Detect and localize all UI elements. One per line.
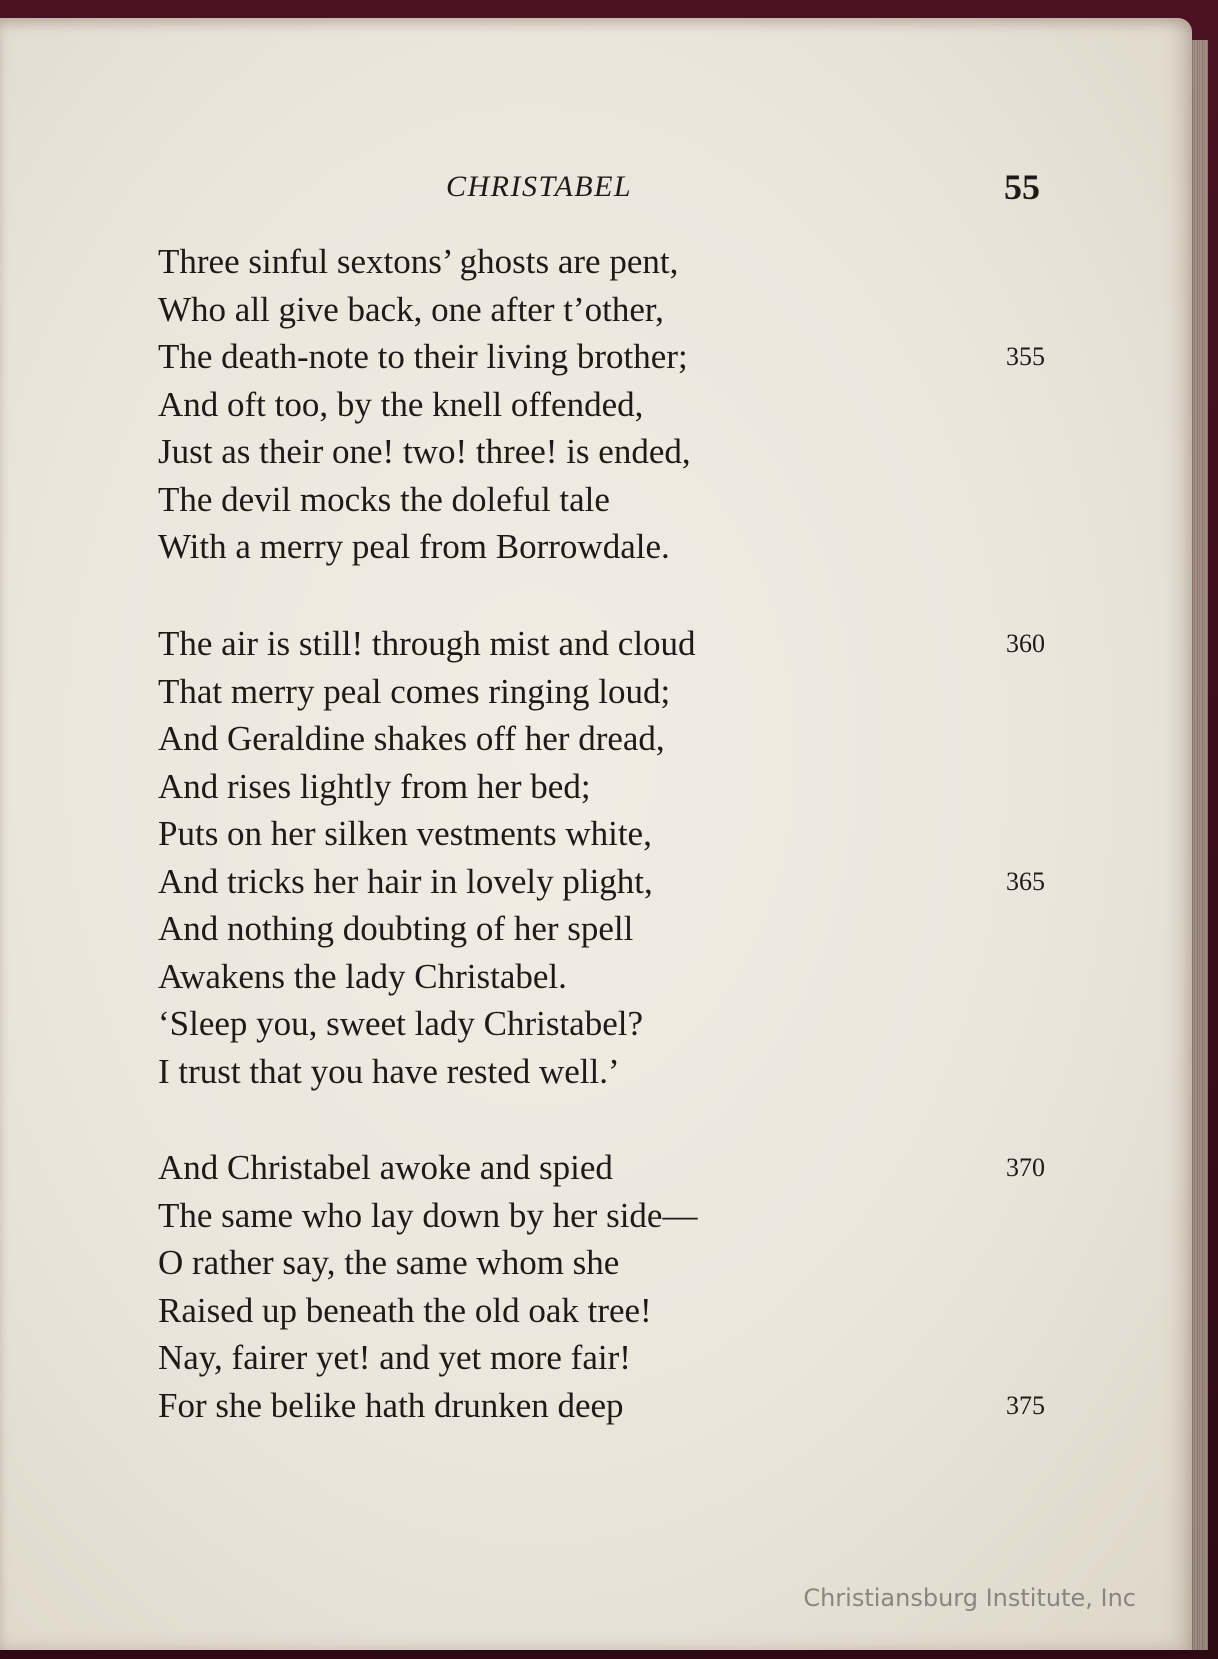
verse-text: ‘Sleep you, sweet lady Christabel? bbox=[158, 1004, 644, 1043]
verse-text: And Christabel awoke and spied bbox=[158, 1148, 613, 1187]
verse-line bbox=[158, 1000, 918, 1048]
verse-line bbox=[158, 858, 1045, 906]
verse-line bbox=[158, 715, 918, 763]
verse-text: For she belike hath drunken deep bbox=[158, 1385, 624, 1425]
verse-line bbox=[158, 810, 918, 858]
verse-line bbox=[158, 286, 918, 334]
verse-line bbox=[158, 1239, 918, 1287]
line-number: 365 bbox=[1006, 866, 1045, 896]
book-page bbox=[0, 18, 1192, 1650]
verse-text: Just as their one! two! three! is ended, bbox=[158, 432, 691, 471]
verse-text: And tricks her hair in lovely plight, bbox=[158, 861, 653, 901]
verse-text: Nay, fairer yet! and yet more fair! bbox=[158, 1338, 631, 1377]
verse-line bbox=[158, 1287, 918, 1335]
verse-line bbox=[158, 1144, 1045, 1192]
watermark: Christiansburg Institute, Inc bbox=[803, 1584, 1136, 1612]
verse-line bbox=[158, 1192, 918, 1240]
verse-line bbox=[158, 381, 918, 429]
verse-line bbox=[158, 428, 918, 476]
verse-text: That merry peal comes ringing loud; bbox=[158, 671, 671, 711]
verse-line bbox=[158, 620, 1045, 668]
verse-line bbox=[158, 333, 1045, 381]
running-title: CHRISTABEL bbox=[446, 170, 633, 203]
verse-text: And Geraldine shakes off her dread, bbox=[158, 719, 665, 758]
verse-line bbox=[158, 1334, 918, 1382]
verse-line bbox=[158, 953, 918, 1001]
line-number: 355 bbox=[1006, 342, 1045, 371]
stanza-2 bbox=[158, 620, 1045, 1095]
verse-text: Awakens the lady Christabel. bbox=[158, 956, 567, 996]
line-number: 370 bbox=[1006, 1153, 1045, 1182]
line-number: 360 bbox=[1006, 629, 1045, 658]
line-number: 375 bbox=[1006, 1390, 1045, 1420]
verse-line bbox=[158, 905, 918, 953]
verse-text: The devil mocks the doleful tale bbox=[158, 479, 610, 519]
verse-text: Three sinful sextons’ ghosts are pent, bbox=[158, 242, 679, 281]
verse-line bbox=[158, 1048, 918, 1096]
verse-line bbox=[158, 523, 918, 571]
stanza-3 bbox=[158, 1144, 1045, 1429]
verse-text: And nothing doubting of her spell bbox=[158, 909, 634, 948]
verse-text: I trust that you have rested well.’ bbox=[158, 1051, 620, 1091]
verse-line bbox=[158, 476, 918, 524]
verse-text: Raised up beneath the old oak tree! bbox=[158, 1290, 652, 1330]
verse-text: The same who lay down by her side— bbox=[158, 1195, 698, 1235]
verse-text: Puts on her silken vestments white, bbox=[158, 814, 652, 853]
stanza-1 bbox=[158, 238, 1045, 571]
verse-line bbox=[158, 763, 918, 811]
verse-text: Who all give back, one after t’other, bbox=[158, 289, 664, 329]
page-number: 55 bbox=[1004, 167, 1040, 207]
verse-line bbox=[158, 668, 918, 716]
verse-text: And rises lightly from her bed; bbox=[158, 766, 591, 806]
verse-text: And oft too, by the knell offended, bbox=[158, 384, 644, 424]
verse-line bbox=[158, 1382, 1045, 1430]
verse-text: With a merry peal from Borrowdale. bbox=[158, 527, 670, 566]
verse-text: The death-note to their living brother; bbox=[158, 337, 688, 376]
verse-text: O rather say, the same whom she bbox=[158, 1243, 620, 1282]
verse-text: The air is still! through mist and cloud bbox=[158, 624, 696, 663]
verse-line bbox=[158, 238, 918, 286]
